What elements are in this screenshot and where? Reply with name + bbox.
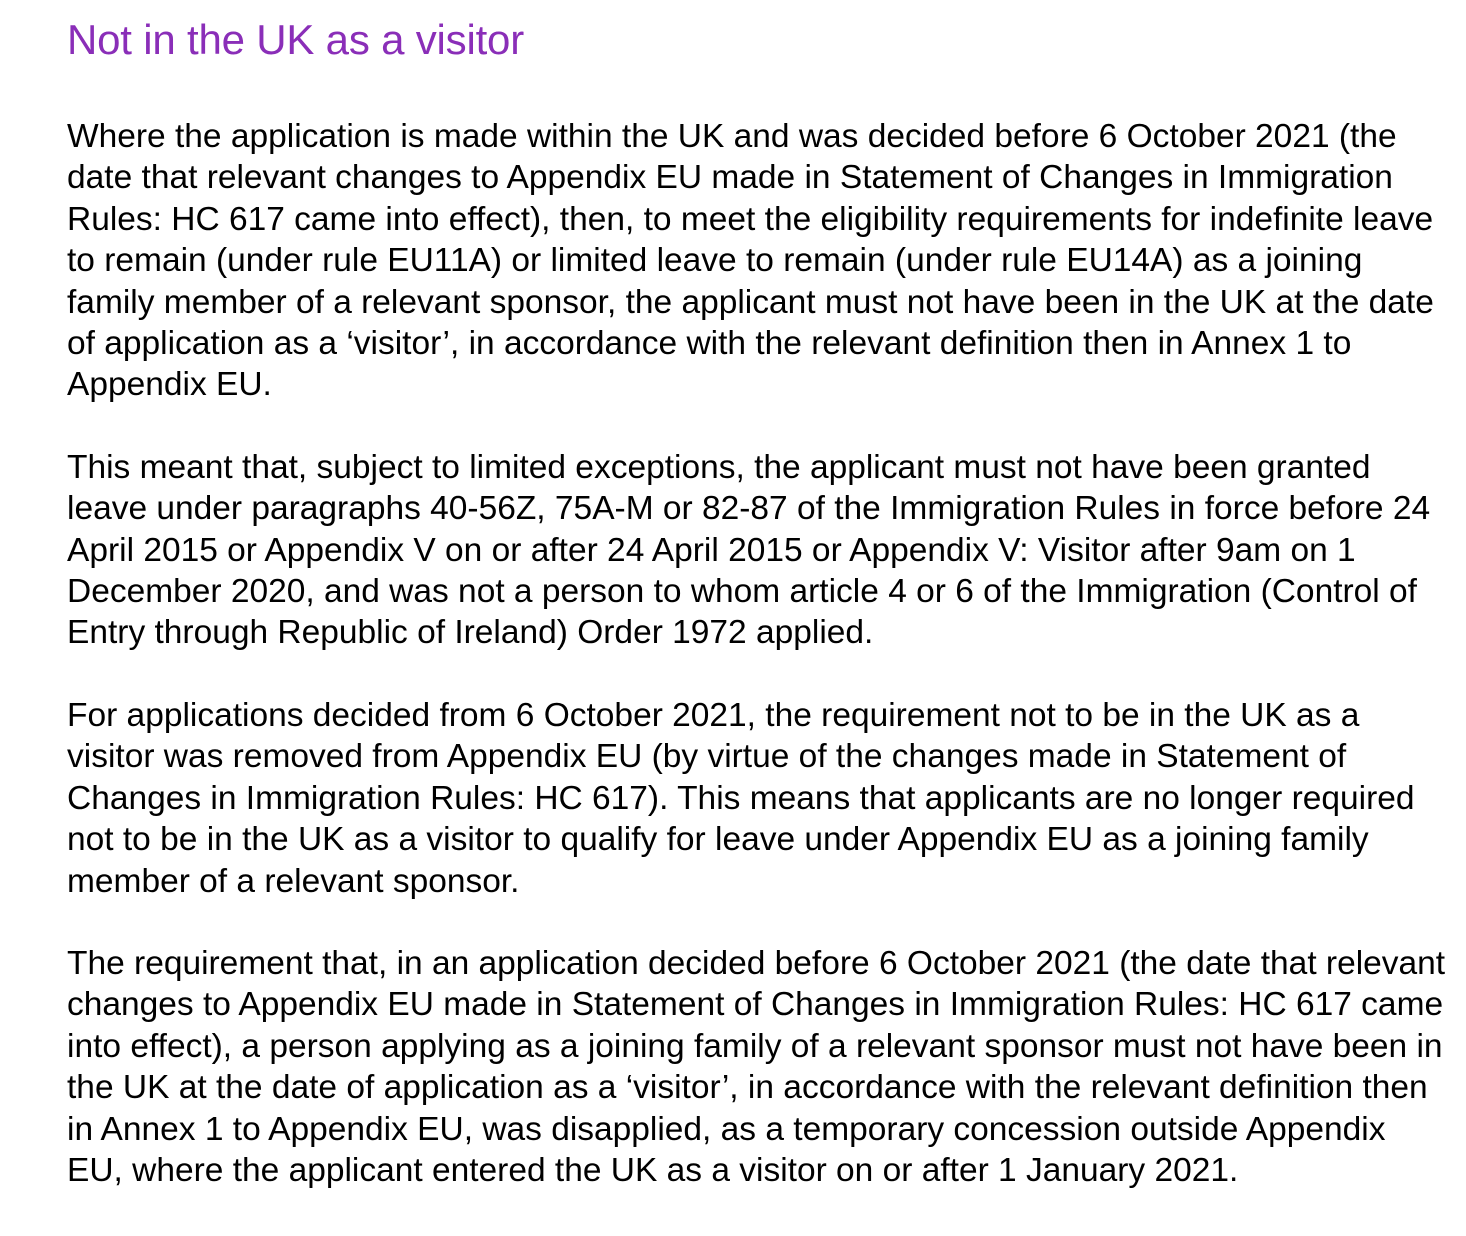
paragraph-limited-exceptions: This meant that, subject to limited exceptions, the applicant must not have been granted leave under paragraphs 40-56Z, 75A-M or 82-87 of the Immigration Rules in force before 24 April 2015 or Appendix V on or after 24 April 2015 or Appendix V: Visitor after 9am on 1 December 2020, and was not a person to whom article 4 or 6 of the Immigration (Control of Entry through Republic of Ireland) Order 1972 applied. <box>67 448 1431 652</box>
paragraph-requirement-removed: For applications decided from 6 October 2021, the requirement not to be in the UK as a visitor was removed from Appendix EU (by virtue of the changes made in Statement of Changes in Immigration Rules: HC 617). This means that applicants are no longer required not to be in the UK as a visitor to qualify for leave under Appendix EU as a joining family member of a relevant sponsor. <box>67 696 1415 900</box>
document-page <box>67 14 1447 1191</box>
section-heading: Not in the UK as a visitor <box>67 16 524 63</box>
paragraph-temporary-concession: The requirement that, in an application decided before 6 October 2021 (the date that relevant changes to Appendix EU made in Statement of Changes in Immigration Rules: HC 617 came into effect), a person applying as a joining family of a relevant sponsor must not have been in the UK at the date of application as a ‘visitor’, in accordance with the relevant definition then in Annex 1 to Appendix EU, was disapplied, as a temporary concession outside Appendix EU, where the applicant entered the UK as a visitor on or after 1 January 2021. <box>67 944 1446 1189</box>
paragraph-pre-october-requirement: Where the application is made within the UK and was decided before 6 October 2021 (the date that relevant changes to Appendix EU made in Statement of Changes in Immigration Rules: HC 617 came into effect), then, to meet the eligibility requirements for indefinite leave to remain (under rule EU11A) or limited leave to remain (under rule EU14A) as a joining family member of a relevant sponsor, the applicant must not have been in the UK at the date of application as a ‘visitor’, in accordance with the relevant definition then in Annex 1 to Appendix EU. <box>67 118 1434 404</box>
